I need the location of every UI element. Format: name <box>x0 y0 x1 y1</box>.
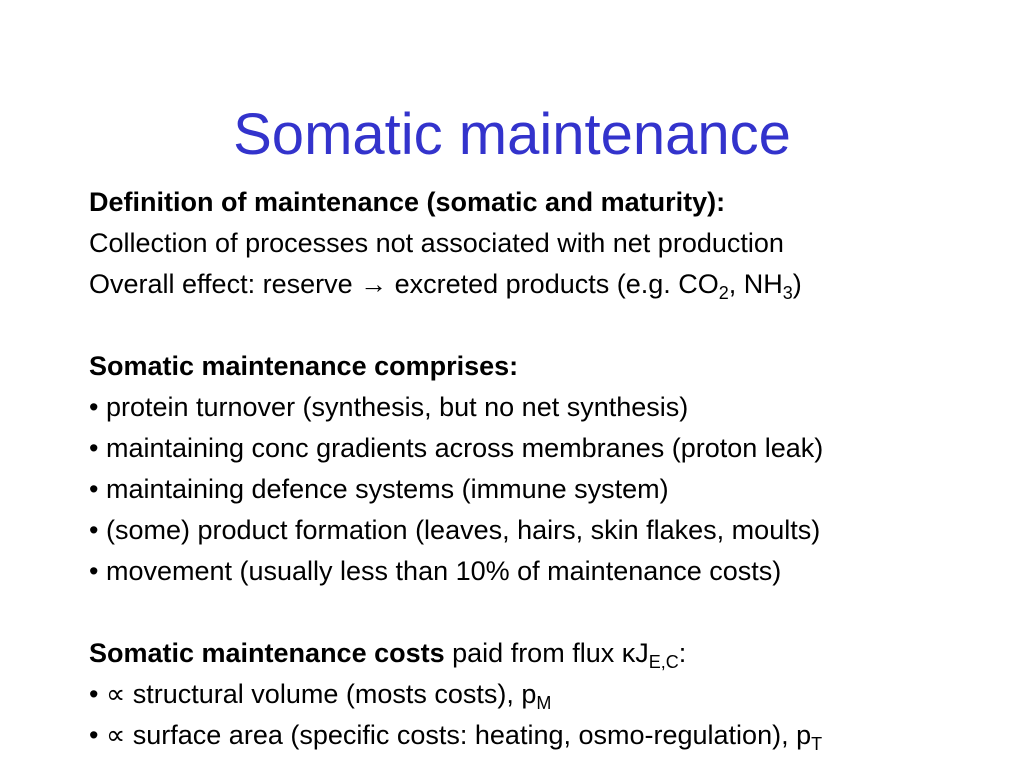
list-item <box>89 715 1019 756</box>
definition-heading-text: Definition of maintenance (somatic and maturity): <box>89 187 726 217</box>
cost-item-text: structural volume (mosts costs), p <box>125 679 537 709</box>
costs-heading-bold: Somatic maintenance costs <box>89 638 445 668</box>
costs-heading-rest: paid from flux <box>444 638 622 668</box>
slide-title: Somatic maintenance <box>233 102 791 167</box>
spacer <box>89 592 1019 633</box>
kappa-symbol: κ <box>621 638 636 668</box>
list-item: • maintaining defence systems (immune system) <box>89 474 669 504</box>
slide-body <box>89 182 1019 756</box>
overall-prefix: Overall effect: reserve <box>89 269 361 299</box>
list-item: • movement (usually less than 10% of maintenance costs) <box>89 556 782 586</box>
bullet: • <box>89 720 106 750</box>
flux-j: J <box>635 638 649 668</box>
flux-subscript: E,C <box>648 652 679 672</box>
bullet: • <box>89 679 106 709</box>
overall-sep: , NH <box>728 269 783 299</box>
list-item <box>89 674 1019 715</box>
list-item: • protein turnover (synthesis, but no net synthesis) <box>89 392 689 422</box>
co2-subscript: 2 <box>718 283 729 303</box>
definition-line: Collection of processes not associated with net production <box>89 228 784 258</box>
costs-heading <box>89 633 1019 674</box>
comprises-heading-text: Somatic maintenance comprises: <box>89 351 519 381</box>
proportional-icon: ∝ <box>105 720 126 750</box>
list-item: • maintaining conc gradients across membranes (proton leak) <box>89 433 824 463</box>
comprises-heading <box>89 346 1019 387</box>
proportional-icon: ∝ <box>105 679 126 709</box>
list-item: • (some) product formation (leaves, hairs, skin flakes, moults) <box>89 515 821 545</box>
pt-subscript: T <box>811 734 823 754</box>
arrow-icon: → <box>360 269 388 299</box>
costs-heading-end: : <box>678 638 687 668</box>
nh3-subscript: 3 <box>782 283 793 303</box>
overall-end: ) <box>792 269 802 299</box>
overall-effect-line <box>89 264 1019 305</box>
definition-heading <box>89 182 1019 223</box>
overall-mid: excreted products (e.g. CO <box>387 269 719 299</box>
spacer <box>89 305 1019 346</box>
pm-subscript: M <box>536 693 552 713</box>
cost-item-text: surface area (specific costs: heating, osmo-regulation), p <box>125 720 812 750</box>
